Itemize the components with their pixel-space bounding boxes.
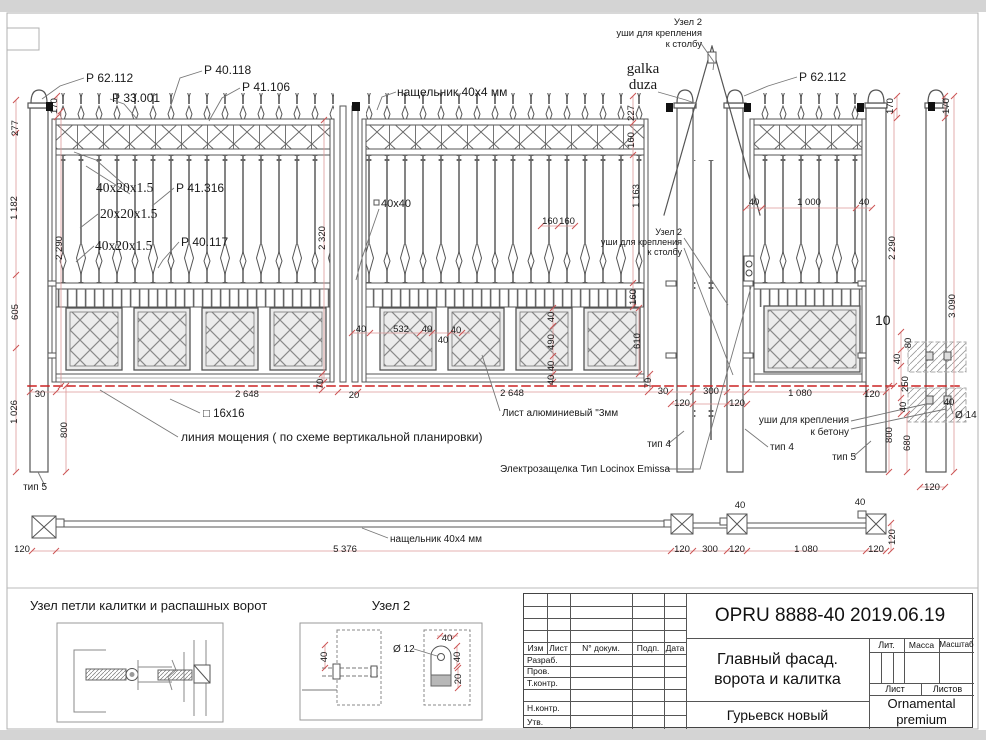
masshtab-header: Масштаб — [939, 640, 974, 650]
drawing-label: Электрозащелка Тип Locinox Emissa — [500, 464, 671, 475]
series-line2: premium — [896, 712, 947, 727]
drawing-label: 120 — [729, 398, 745, 409]
drawing-title — [686, 638, 869, 701]
drawing-title-line2: ворота и калитка — [714, 670, 841, 688]
drawing-label: Ø 14 — [955, 410, 977, 421]
drawing-label: 70 — [643, 377, 654, 389]
drawing-label: 40 — [450, 325, 462, 336]
drawing-label: 2 320 — [317, 226, 328, 250]
row-nkontr: Н.контр. — [527, 702, 560, 713]
lattice-panel — [270, 308, 326, 370]
drawing-label: 605 — [10, 304, 21, 320]
drawing-label: 2 648 — [500, 388, 524, 399]
drawing-label: тип 4 — [770, 442, 794, 453]
drawing-label: уши для крепления — [600, 237, 682, 247]
drawing-label: 30 — [657, 386, 669, 397]
drawing-label: 2 290 — [54, 236, 65, 260]
drawing-label: □ 16x16 — [203, 408, 245, 420]
corner-stamp-box — [7, 28, 39, 50]
drawing-label: 680 — [902, 435, 913, 451]
drawing-label: 10 — [875, 312, 891, 328]
drawing-label: 160 — [559, 216, 575, 227]
drawing-label: 40 — [546, 311, 557, 323]
gap-bar-infill — [694, 160, 726, 440]
drawing-label: Лист алюминиевый "3мм — [502, 408, 619, 419]
drawing-label: Узел петли калитки и распашных ворот — [30, 598, 268, 613]
drawing-label: 160 — [628, 289, 639, 305]
drawing-label: 30 — [34, 389, 46, 400]
drawing-label: 277 — [10, 120, 21, 136]
row-prov: Пров. — [527, 666, 550, 677]
drawing-label: 227 — [626, 105, 637, 121]
center-stile — [352, 106, 358, 382]
drawing-label: 40 — [421, 324, 433, 335]
drawing-label: тип 5 — [23, 482, 47, 493]
row-utv: Утв. — [527, 716, 544, 727]
lattice-panel — [134, 308, 190, 370]
drawing-label: 800 — [59, 422, 70, 438]
grid-line — [524, 618, 686, 619]
drawing-label: уши для крепления — [758, 415, 849, 426]
grid-line — [524, 630, 686, 631]
project-name: Гурьевск новый — [726, 706, 829, 723]
drawing-label: 1 026 — [9, 400, 20, 424]
drawing-label: 70 — [315, 378, 326, 390]
lattice-panel — [448, 308, 504, 370]
listov-header: Листов — [932, 683, 963, 694]
col-podp: Подп. — [636, 642, 660, 653]
drawing-title-line1: Главный фасад. — [717, 651, 838, 669]
row-tkontr: Т.контр. — [527, 677, 558, 688]
post-left-type5 — [30, 108, 48, 472]
drawing-label: 300 — [702, 544, 718, 555]
drawing-label: 2 290 — [887, 236, 898, 260]
drawing-label: 2 648 — [235, 389, 259, 400]
drawing-label: Р 40.117 — [181, 235, 229, 249]
list-header: Лист — [885, 683, 905, 694]
drawing-label: 20 — [348, 390, 360, 401]
grid-line — [893, 652, 894, 683]
grid-line — [869, 652, 974, 653]
grid-line — [664, 594, 665, 729]
drawing-label: 300 — [703, 386, 719, 397]
drawing-label: Р 41.106 — [242, 80, 291, 94]
drawing-label: Р 40.118 — [204, 63, 252, 77]
node2-detail — [300, 623, 482, 720]
drawing-label: уши для крепления — [616, 28, 702, 39]
drawing-label: 532 — [393, 324, 409, 335]
drawing-label: 40 — [734, 500, 746, 511]
drawing-label: 120 — [868, 544, 884, 555]
drawing-label: 40 — [437, 335, 449, 346]
lattice-panel — [202, 308, 258, 370]
drawing-label: 120 — [864, 389, 880, 400]
grid-line — [632, 594, 633, 729]
post-b-type4 — [727, 108, 743, 472]
drawing-label: 40 — [748, 197, 760, 208]
col-ndoc: N° докум. — [582, 642, 620, 653]
drawing-label: 490 — [546, 334, 557, 350]
drawing-label: 40 — [858, 197, 870, 208]
grid-line — [570, 594, 571, 729]
drawing-label: 40 — [943, 397, 955, 408]
lattice-panel — [516, 308, 572, 370]
col-izm: Изм — [527, 642, 544, 653]
baluster-row — [56, 289, 334, 307]
drawing-label: 1 080 — [794, 544, 818, 555]
drawing-label: линия мощения ( по схеме вертикальной планировки) — [181, 430, 483, 444]
drawing-label: 610 — [632, 333, 643, 349]
col-data: Дата — [665, 642, 685, 653]
drawing-label: 120 — [14, 544, 30, 555]
lattice-panel — [66, 308, 122, 370]
drawing-label: 40x20x1.5 — [95, 238, 153, 253]
drawing-label: 1 182 — [9, 196, 20, 220]
drawing-label: Узел 2 — [673, 17, 702, 28]
drawing-label: 40 — [441, 633, 453, 644]
drawing-label: 1 163 — [631, 184, 642, 208]
drawing-label: Узел 2 — [371, 598, 411, 613]
lattice-panel — [380, 308, 436, 370]
drawing-label: duza — [628, 77, 658, 93]
col-list: Лист — [549, 642, 568, 653]
series-line1: Ornamental — [887, 696, 956, 712]
hinge-detail — [57, 623, 223, 722]
lattice-panel-wicket — [764, 306, 860, 372]
lattice-frieze — [56, 125, 334, 149]
drawing-label: 40 — [898, 401, 909, 413]
drawing-label: 1 080 — [788, 388, 812, 399]
drawing-label: 170 — [941, 98, 952, 114]
post-c-type5 — [866, 108, 886, 472]
drawing-label: 40 — [546, 374, 557, 386]
grid-line — [524, 606, 686, 607]
grid-line — [524, 689, 686, 690]
drawing-label: 5 376 — [333, 544, 357, 555]
drawing-label: Узел 2 — [655, 227, 682, 237]
drawing-label: Ø 12 — [393, 644, 415, 655]
drawing-label: 40 — [452, 651, 463, 663]
massa-header: Масса — [908, 639, 935, 650]
drawing-label: 160 — [626, 132, 637, 148]
drawing-label: 40x40 — [381, 198, 411, 210]
drawing-label: 1 000 — [797, 197, 821, 208]
drawing-label: Р 62.112 — [86, 71, 134, 85]
drawing-label: 170 — [885, 98, 896, 114]
drawing-label: 120 — [674, 544, 690, 555]
title-block — [523, 593, 973, 728]
drawing-label: 40 — [892, 353, 903, 365]
drawing-label: 80 — [903, 337, 914, 349]
drawing-label: 170 — [49, 98, 60, 114]
drawing-label: к бетону — [810, 427, 849, 438]
drawing-label: 250 — [900, 376, 911, 392]
drawing-label: 40 — [854, 497, 866, 508]
drawing-label: 3 090 — [947, 294, 958, 318]
drawing-label: 120 — [924, 482, 940, 493]
document-number: OPRU 8888-40 2019.06.19 — [714, 604, 946, 626]
drawing-label: 120 — [729, 544, 745, 555]
drawing-label: тип 5 — [832, 452, 856, 463]
drawing-label: Р 41.316 — [176, 181, 225, 195]
drawing-label: нащельник 40x4 мм — [390, 534, 482, 545]
drawing-label: 40 — [355, 324, 367, 335]
grid-line — [881, 652, 882, 683]
drawing-label: 20x20x1.5 — [100, 206, 158, 221]
drawing-label: Р 33.001 — [112, 91, 161, 105]
drawing-label: 20 — [453, 673, 464, 685]
drawing-label: 800 — [884, 427, 895, 443]
drawing-label: 120 — [674, 398, 690, 409]
picket-row — [56, 93, 334, 119]
drawing-label: к столбу — [665, 39, 702, 50]
center-stile — [340, 106, 346, 382]
drawing-label: 40x20x1.5 — [96, 180, 154, 195]
drawing-label: тип 4 — [647, 439, 671, 450]
lit-header: Лит. — [878, 639, 895, 650]
drawing-label: galka — [626, 61, 660, 77]
drawing-label: 120 — [887, 529, 898, 545]
drawing-label: 160 — [542, 216, 558, 227]
series-name — [869, 695, 974, 729]
drawing-label: 40 — [319, 651, 330, 663]
drawing-label: к столбу — [647, 247, 682, 257]
row-razrab: Разраб. — [527, 654, 558, 665]
drawing-label: Р 62.112 — [799, 70, 847, 84]
drawing-label: 40 — [546, 360, 557, 372]
drawing-label: нащельник 40x4 мм — [397, 85, 508, 99]
